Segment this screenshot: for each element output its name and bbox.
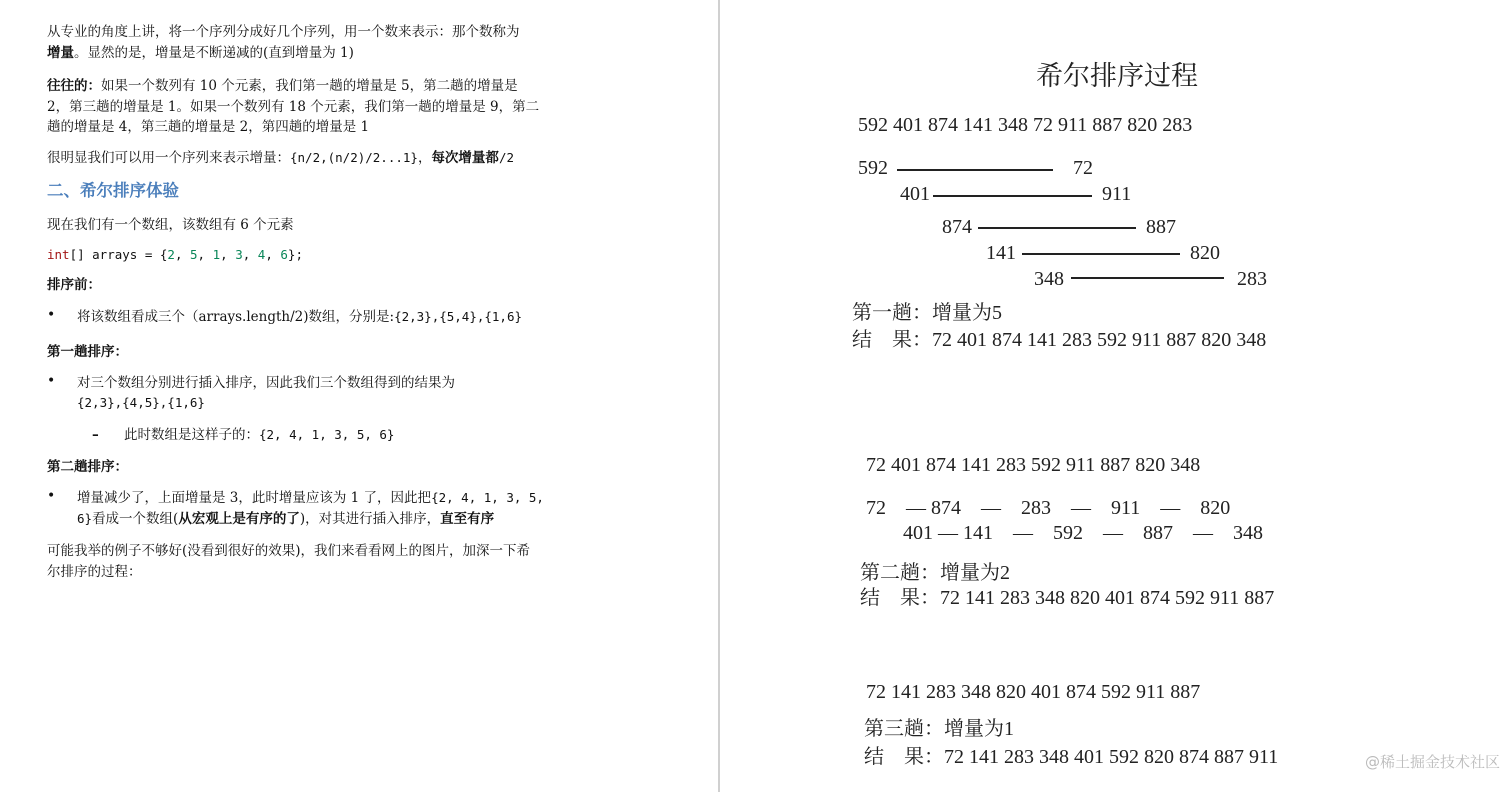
paragraph: 可能我举的例子不够好(没看到很好的效果)，我们来看看网上的图片，加深一下希 [47, 543, 531, 559]
pair-line [1022, 253, 1180, 255]
pair-left: 401 [900, 183, 930, 205]
code-line: int[] arrays = {2, 5, 1, 3, 4, 6}; [47, 247, 303, 262]
pair-line [933, 195, 1092, 197]
pass1-result: 结 果：72 401 874 141 283 592 911 887 820 348 [852, 329, 1267, 351]
subheading: 第一趟排序： [47, 344, 128, 360]
pass1-label: 第一趟：增量为5 [852, 302, 1002, 324]
subheading: 排序前： [47, 277, 101, 293]
group-row: 72 — 874 — 283 — 911 — 820 [866, 497, 1231, 519]
watermark: @稀土掘金技术社区 [1364, 753, 1500, 771]
page-divider [718, 0, 720, 792]
sub-list-item: 此时数组是这样子的：{2, 4, 1, 3, 5, 6} [124, 427, 395, 443]
list-item: 增量减少了，上面增量是 3，此时增量应该为 1 了，因此把{2, 4, 1, 3, 5, [77, 490, 544, 506]
paragraph: 从专业的角度上讲，将一个序列分成好几个序列，用一个数来表示：那个数称为 [47, 24, 520, 40]
pair-left: 874 [942, 216, 972, 238]
paragraph: 很明显我们可以用一个序列来表示增量：{n/2,(n/2)/2...1}，每次增量都/2 [47, 150, 514, 166]
group-row: 401 — 141 — 592 — 887 — 348 [903, 522, 1263, 544]
dash-icon: – [92, 427, 99, 443]
pair-line [1071, 277, 1224, 279]
list-item: 将该数组看成三个（arrays.length/2)数组，分别是:{2,3},{5,4},{1,6} [77, 309, 523, 325]
pair-right: 911 [1102, 183, 1132, 205]
paragraph: 趟的增量是 4，第三趟的增量是 2，第四趟的增量是 1 [47, 119, 370, 135]
pass3-result: 结 果：72 141 283 348 401 592 820 874 887 911 [864, 746, 1279, 768]
paragraph: 2，第三趟的增量是 1。如果一个数列有 18 个元素，我们第一趟的增量是 9，第二 [47, 99, 540, 115]
pair-line [978, 227, 1136, 229]
pair-left: 348 [1034, 268, 1064, 290]
pair-left: 141 [986, 242, 1016, 264]
pair-right: 72 [1073, 157, 1093, 179]
paragraph: 往往的：如果一个数列有 10 个元素，我们第一趟的增量是 5，第二趟的增量是 [47, 78, 518, 94]
pass2-label: 第二趟：增量为2 [860, 562, 1010, 584]
left-page [0, 0, 718, 792]
subheading: 第二趟排序： [47, 459, 128, 475]
pair-right: 820 [1190, 242, 1220, 264]
bullet-icon: • [47, 307, 56, 323]
paragraph: 增量。显然的是，增量是不断递减的(直到增量为 1) [47, 45, 354, 61]
paragraph: 现在我们有一个数组，该数组有 6 个元素 [47, 217, 294, 233]
pair-right: 887 [1146, 216, 1176, 238]
initial-sequence: 592 401 874 141 348 72 911 887 820 283 [858, 114, 1193, 136]
list-item: 对三个数组分别进行插入排序，因此我们三个数组得到的结果为 [77, 375, 455, 391]
figure-title: 希尔排序过程 [1036, 61, 1198, 91]
section-heading: 二、希尔排序体验 [47, 181, 179, 200]
pair-right: 283 [1237, 268, 1267, 290]
pass3-label: 第三趟：增量为1 [864, 718, 1014, 740]
sequence-2: 72 401 874 141 283 592 911 887 820 348 [866, 454, 1201, 476]
list-item: {2,3},{4,5},{1,6} [77, 395, 205, 410]
bullet-icon: • [47, 373, 56, 389]
pair-line [897, 169, 1053, 171]
sequence-3: 72 141 283 348 820 401 874 592 911 887 [866, 681, 1201, 703]
paragraph: 尔排序的过程： [47, 564, 142, 580]
list-item: 6}看成一个数组(从宏观上是有序的了)，对其进行插入排序，直至有序 [77, 511, 495, 527]
bullet-icon: • [47, 488, 56, 504]
pass2-result: 结 果：72 141 283 348 820 401 874 592 911 887 [860, 587, 1275, 609]
pair-left: 592 [858, 157, 888, 179]
